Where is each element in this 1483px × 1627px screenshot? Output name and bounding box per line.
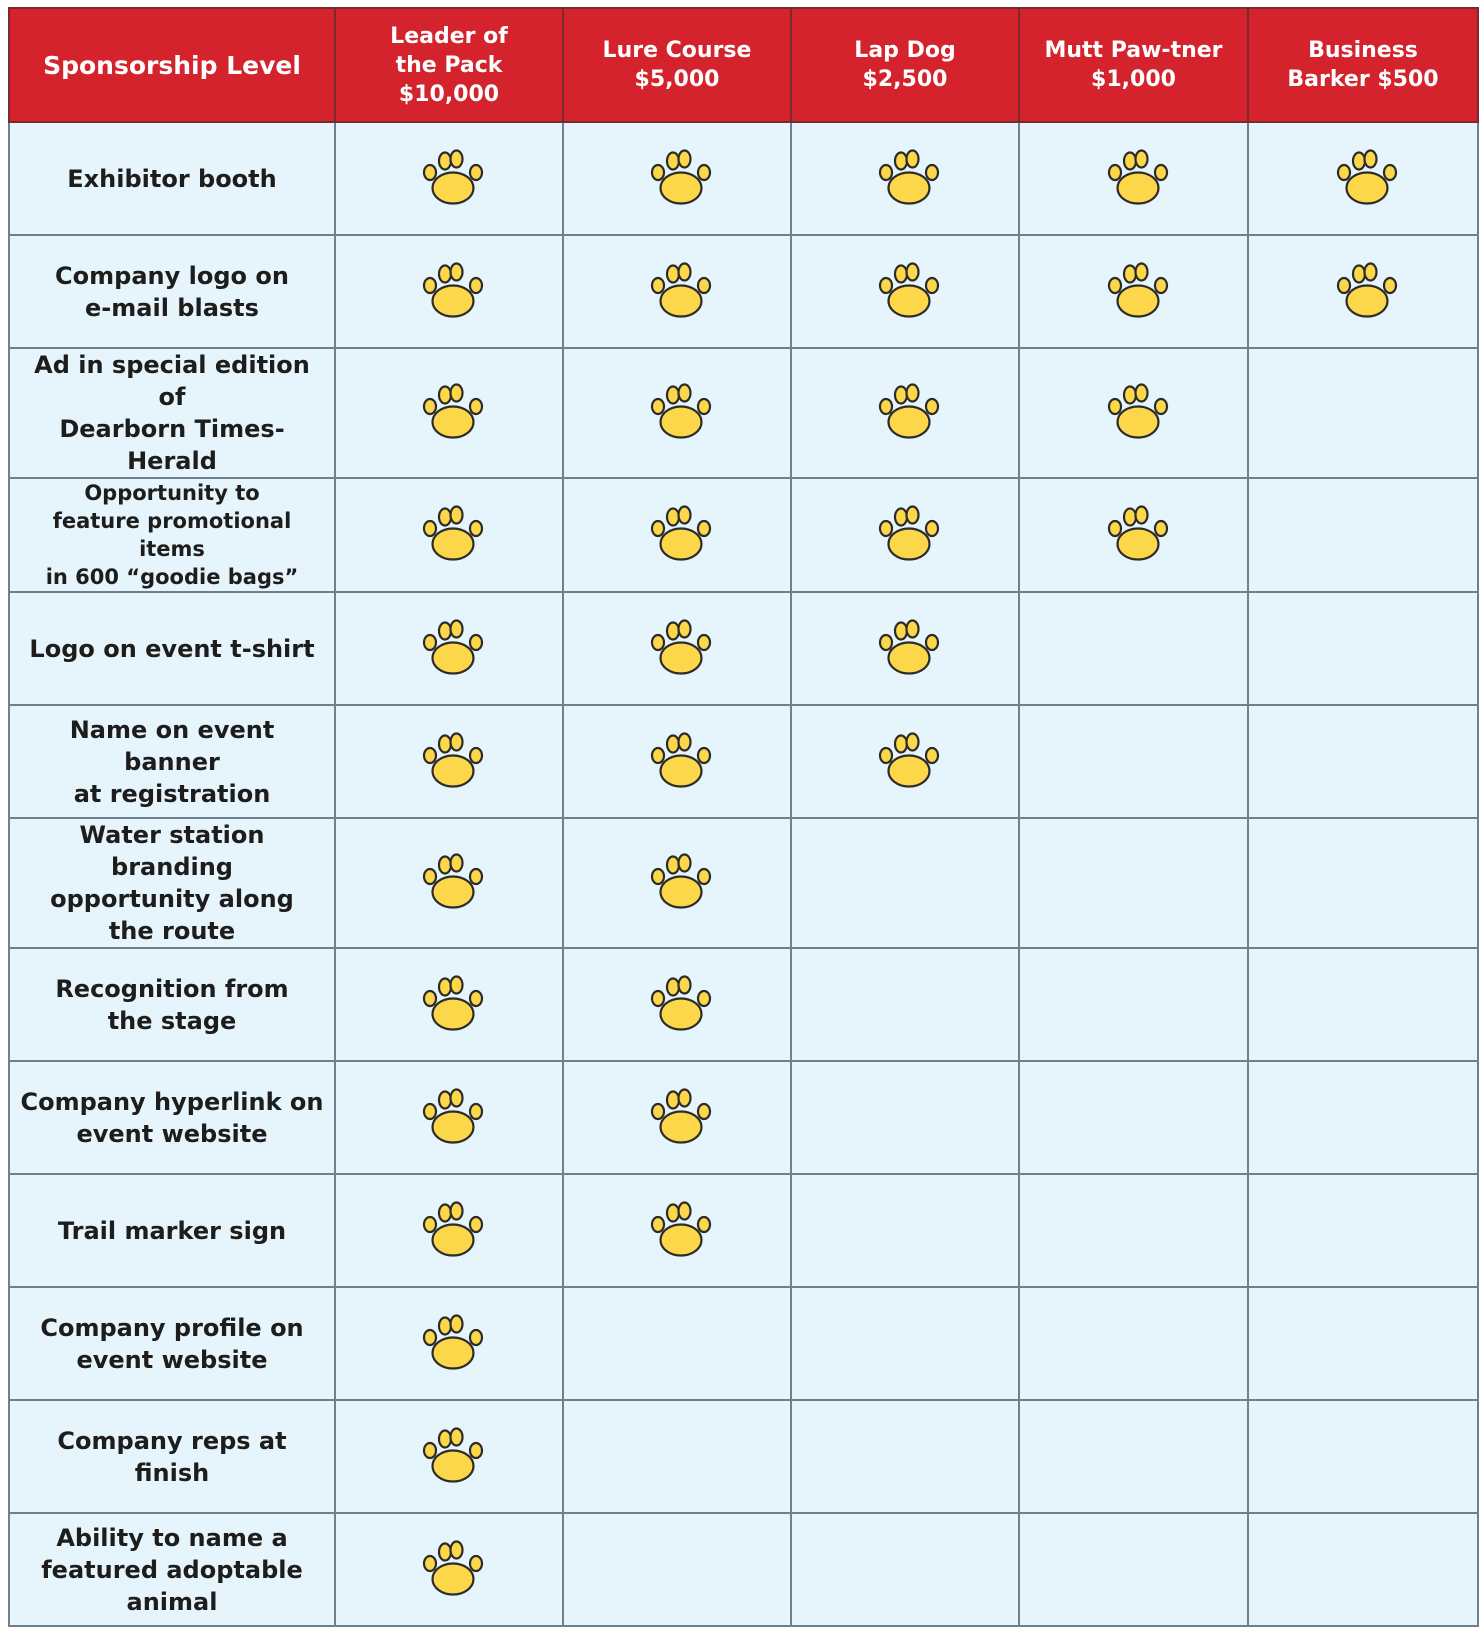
benefit-cell-mutt-pawtner: [1019, 1287, 1248, 1400]
benefit-row-1: [9, 122, 1478, 235]
benefit-cell-leader-of-the-pack: [335, 478, 563, 592]
benefit-cell-mutt-pawtner: [1019, 478, 1248, 592]
benefit-cell-business-barker: [1248, 1400, 1478, 1513]
benefit-cell-leader-of-the-pack: [335, 1400, 563, 1513]
benefit-label: Water station branding opportunity along the route: [50, 821, 294, 945]
benefit-row-13: [9, 1513, 1478, 1626]
benefit-label: Logo on event t-shirt: [29, 634, 315, 663]
paw-print-icon: [877, 148, 941, 210]
paw-print-icon: [421, 382, 485, 444]
benefit-cell-lure-course: [563, 122, 791, 235]
paw-print-icon: [649, 148, 713, 210]
benefit-cell-leader-of-the-pack: [335, 235, 563, 348]
paw-print-icon: [421, 504, 485, 566]
benefit-cell-business-barker: [1248, 1174, 1478, 1287]
benefit-row-12: [9, 1400, 1478, 1513]
benefit-cell-leader-of-the-pack: [335, 948, 563, 1061]
benefit-label: Name on event banner at registration: [69, 715, 275, 808]
benefit-cell-lap-dog: [791, 348, 1019, 478]
paw-print-icon: [421, 148, 485, 210]
level-header-lure-course: Lure Course $5,000: [563, 8, 791, 122]
benefit-cell-lap-dog: [791, 1400, 1019, 1513]
paw-print-icon: [421, 1539, 485, 1601]
benefit-cell-mutt-pawtner: [1019, 948, 1248, 1061]
benefit-cell-mutt-pawtner: [1019, 1174, 1248, 1287]
paw-print-icon: [1106, 261, 1170, 323]
paw-print-icon: [421, 1200, 485, 1262]
paw-print-icon: [1335, 148, 1399, 210]
benefit-cell-lure-course: [563, 1287, 791, 1400]
benefit-label: Company logo on e-mail blasts: [55, 261, 289, 322]
sponsorship-level-header: Sponsorship Level: [9, 8, 335, 122]
paw-print-icon: [421, 1087, 485, 1149]
paw-print-icon: [421, 974, 485, 1036]
benefit-label-cell: [9, 1061, 335, 1174]
benefit-cell-lure-course: [563, 1400, 791, 1513]
benefit-cell-business-barker: [1248, 1061, 1478, 1174]
benefit-cell-mutt-pawtner: [1019, 592, 1248, 705]
benefit-cell-leader-of-the-pack: [335, 592, 563, 705]
paw-print-icon: [649, 504, 713, 566]
benefit-label-cell: [9, 348, 335, 478]
benefit-cell-business-barker: [1248, 1287, 1478, 1400]
paw-print-icon: [1106, 148, 1170, 210]
benefit-cell-lure-course: [563, 1061, 791, 1174]
benefit-label: Ad in special edition of Dearborn Times-Herald: [34, 351, 310, 475]
benefit-cell-lap-dog: [791, 1061, 1019, 1174]
header-row: [9, 8, 1478, 122]
paw-print-icon: [1106, 382, 1170, 444]
benefit-cell-mutt-pawtner: [1019, 1400, 1248, 1513]
benefit-cell-business-barker: [1248, 122, 1478, 235]
benefit-row-7: [9, 818, 1478, 948]
benefit-cell-leader-of-the-pack: [335, 818, 563, 948]
benefit-cell-lure-course: [563, 592, 791, 705]
benefit-cell-lap-dog: [791, 948, 1019, 1061]
benefit-cell-leader-of-the-pack: [335, 1287, 563, 1400]
benefit-cell-leader-of-the-pack: [335, 1513, 563, 1626]
benefit-label: Exhibitor booth: [67, 164, 277, 193]
benefit-label-cell: [9, 1287, 335, 1400]
benefit-cell-mutt-pawtner: [1019, 122, 1248, 235]
benefit-cell-lap-dog: [791, 705, 1019, 818]
benefit-cell-leader-of-the-pack: [335, 705, 563, 818]
benefit-label-cell: [9, 1513, 335, 1626]
paw-print-icon: [877, 504, 941, 566]
benefit-cell-lap-dog: [791, 592, 1019, 705]
level-header-leader-of-the-pack: Leader of the Pack $10,000: [335, 8, 563, 122]
paw-print-icon: [421, 731, 485, 793]
benefit-label: Ability to name a featured adoptable animal: [41, 1523, 303, 1616]
benefit-cell-mutt-pawtner: [1019, 348, 1248, 478]
benefit-cell-mutt-pawtner: [1019, 705, 1248, 818]
benefit-cell-leader-of-the-pack: [335, 1174, 563, 1287]
benefit-row-4: [9, 478, 1478, 592]
benefit-cell-business-barker: [1248, 235, 1478, 348]
benefit-label: Company hyperlink on event website: [20, 1087, 324, 1148]
benefit-cell-business-barker: [1248, 818, 1478, 948]
paw-print-icon: [421, 1426, 485, 1488]
benefit-cell-lap-dog: [791, 122, 1019, 235]
benefit-label: Trail marker sign: [57, 1216, 287, 1245]
benefit-cell-business-barker: [1248, 948, 1478, 1061]
benefit-label-cell: [9, 235, 335, 348]
paw-print-icon: [649, 261, 713, 323]
paw-print-icon: [877, 261, 941, 323]
paw-print-icon: [649, 974, 713, 1036]
benefit-cell-lure-course: [563, 235, 791, 348]
paw-print-icon: [649, 1087, 713, 1149]
benefit-label-cell: [9, 1400, 335, 1513]
benefit-row-11: [9, 1287, 1478, 1400]
level-header-business-barker: Business Barker $500: [1248, 8, 1478, 122]
benefit-cell-business-barker: [1248, 478, 1478, 592]
benefit-row-9: [9, 1061, 1478, 1174]
paw-print-icon: [649, 1200, 713, 1262]
benefit-label-cell: [9, 948, 335, 1061]
benefit-cell-business-barker: [1248, 1513, 1478, 1626]
benefit-cell-lure-course: [563, 818, 791, 948]
benefit-cell-lure-course: [563, 348, 791, 478]
benefit-label-cell: [9, 1174, 335, 1287]
paw-print-icon: [421, 1313, 485, 1375]
benefit-label: Company reps at finish: [57, 1426, 287, 1487]
paw-print-icon: [1106, 504, 1170, 566]
paw-print-icon: [421, 261, 485, 323]
benefit-cell-lure-course: [563, 1513, 791, 1626]
benefit-row-6: [9, 705, 1478, 818]
benefit-rows: [9, 122, 1478, 1626]
paw-print-icon: [421, 618, 485, 680]
benefit-row-8: [9, 948, 1478, 1061]
benefit-cell-mutt-pawtner: [1019, 1061, 1248, 1174]
benefit-label-cell: [9, 122, 335, 235]
benefit-cell-lure-course: [563, 948, 791, 1061]
benefit-label: Opportunity to feature promotional items in 600 “goodie bags”: [45, 481, 299, 589]
benefit-label-cell: [9, 705, 335, 818]
benefit-cell-mutt-pawtner: [1019, 818, 1248, 948]
benefit-cell-lap-dog: [791, 1287, 1019, 1400]
benefit-cell-lure-course: [563, 705, 791, 818]
paw-print-icon: [877, 731, 941, 793]
benefit-cell-lap-dog: [791, 478, 1019, 592]
benefit-cell-leader-of-the-pack: [335, 122, 563, 235]
benefit-cell-business-barker: [1248, 348, 1478, 478]
benefit-cell-lure-course: [563, 478, 791, 592]
paw-print-icon: [421, 852, 485, 914]
benefit-label: Recognition from the stage: [55, 974, 289, 1035]
benefit-cell-mutt-pawtner: [1019, 235, 1248, 348]
benefit-row-10: [9, 1174, 1478, 1287]
benefit-label: Company profile on event website: [40, 1313, 304, 1374]
benefit-row-5: [9, 592, 1478, 705]
paw-print-icon: [1335, 261, 1399, 323]
paw-print-icon: [649, 382, 713, 444]
level-header-lap-dog: Lap Dog $2,500: [791, 8, 1019, 122]
paw-print-icon: [649, 618, 713, 680]
benefit-cell-business-barker: [1248, 705, 1478, 818]
benefit-row-3: [9, 348, 1478, 478]
benefit-label-cell: [9, 818, 335, 948]
benefit-cell-mutt-pawtner: [1019, 1513, 1248, 1626]
level-header-mutt-pawtner: Mutt Paw-tner $1,000: [1019, 8, 1248, 122]
benefit-cell-lap-dog: [791, 818, 1019, 948]
paw-print-icon: [877, 618, 941, 680]
benefit-label-cell: [9, 592, 335, 705]
paw-print-icon: [877, 382, 941, 444]
paw-print-icon: [649, 731, 713, 793]
benefit-cell-leader-of-the-pack: [335, 348, 563, 478]
benefit-cell-lap-dog: [791, 1513, 1019, 1626]
benefit-row-2: [9, 235, 1478, 348]
benefit-cell-leader-of-the-pack: [335, 1061, 563, 1174]
sponsorship-table: [8, 7, 1479, 1627]
benefit-cell-lure-course: [563, 1174, 791, 1287]
benefit-label-cell: [9, 478, 335, 592]
benefit-cell-business-barker: [1248, 592, 1478, 705]
benefit-cell-lap-dog: [791, 1174, 1019, 1287]
benefit-cell-lap-dog: [791, 235, 1019, 348]
paw-print-icon: [649, 852, 713, 914]
